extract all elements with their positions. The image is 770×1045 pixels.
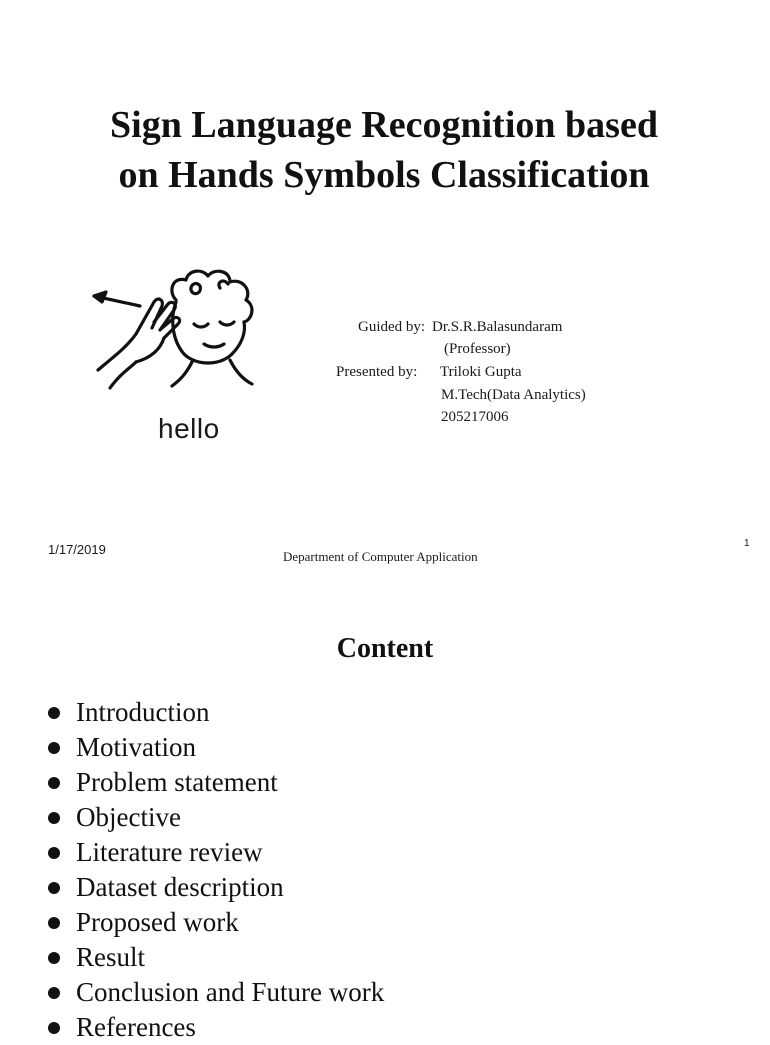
presentation-title	[0, 100, 768, 200]
bullet-icon	[48, 1022, 60, 1034]
list-item	[48, 905, 384, 940]
title-line-1: Sign Language Recognition based	[110, 104, 658, 146]
list-item	[48, 940, 384, 975]
list-item-label: Motivation	[76, 732, 196, 762]
content-slide	[0, 576, 768, 1042]
list-item-label: Objective	[76, 802, 181, 832]
list-item	[48, 730, 384, 765]
list-item	[48, 800, 384, 835]
slide-department: Department of Computer Application	[283, 549, 478, 564]
list-item	[48, 1010, 384, 1045]
title-line-2: on Hands Symbols Classification	[118, 154, 650, 196]
bullet-icon	[48, 952, 60, 964]
presenter-roll-number: 205217006	[441, 409, 509, 425]
guide-name: Dr.S.R.Balasundaram	[432, 319, 563, 335]
bullet-icon	[48, 882, 60, 894]
presented-by-label: Presented by:	[336, 364, 418, 380]
list-item	[48, 695, 384, 730]
list-item	[48, 870, 384, 905]
bullet-icon	[48, 987, 60, 999]
list-item	[48, 975, 384, 1010]
list-item-label: Result	[76, 942, 146, 972]
illustration-caption: hello	[158, 413, 220, 444]
list-item-label: Problem statement	[76, 767, 278, 797]
slide-page-number: 1	[744, 538, 750, 549]
bullet-icon	[48, 917, 60, 929]
presenter-name: Triloki Gupta	[440, 364, 522, 380]
list-item-label: Introduction	[76, 697, 210, 727]
list-item-label: Dataset description	[76, 872, 284, 902]
bullet-icon	[48, 742, 60, 754]
list-item-label: Conclusion and Future work	[76, 977, 385, 1007]
list-item	[48, 835, 384, 870]
presenter-program: M.Tech(Data Analytics)	[441, 387, 586, 403]
slide-date: 1/17/2019	[48, 542, 106, 557]
table-of-contents	[48, 695, 384, 1045]
bullet-icon	[48, 777, 60, 789]
guide-title: (Professor)	[444, 341, 511, 357]
person-waving-hello-icon	[80, 262, 280, 412]
content-heading: Content	[336, 633, 434, 664]
bullet-icon	[48, 707, 60, 719]
list-item	[48, 765, 384, 800]
guided-by-label: Guided by:	[358, 319, 426, 335]
list-item-label: References	[76, 1012, 196, 1042]
hello-sign-illustration	[80, 262, 280, 452]
list-item-label: Literature review	[76, 837, 263, 867]
list-item-label: Proposed work	[76, 907, 239, 937]
bullet-icon	[48, 812, 60, 824]
bullet-icon	[48, 847, 60, 859]
